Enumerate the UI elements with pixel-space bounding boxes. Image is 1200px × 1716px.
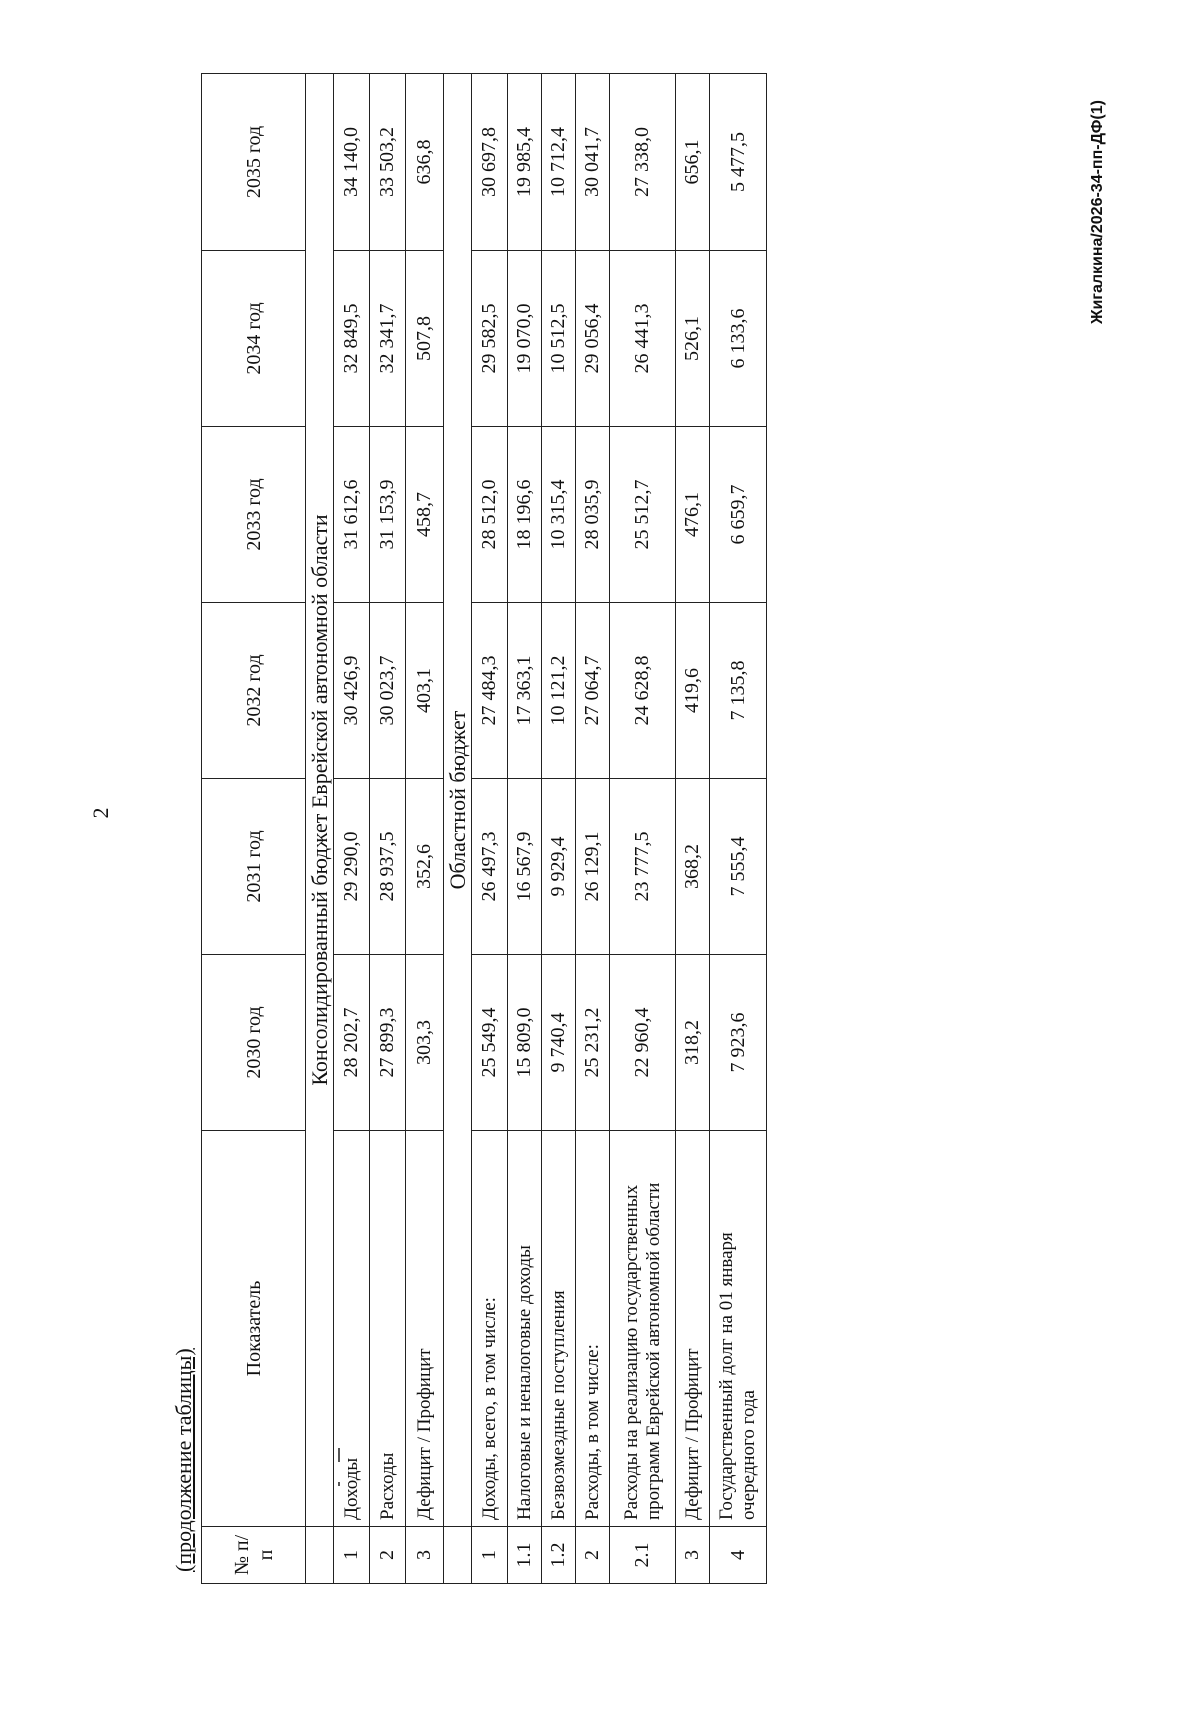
section-title: Консолидированный бюджет Еврейской автономной области xyxy=(306,74,334,1527)
table-row xyxy=(334,74,370,1584)
value-cell: 28 202,7 xyxy=(334,955,370,1131)
indicator-label: Безвозмездные поступления xyxy=(542,1131,576,1527)
value-cell: 32 341,7 xyxy=(370,251,406,427)
page-number: 2 xyxy=(88,807,113,819)
header-year: 2031 год xyxy=(202,779,306,955)
indicator-label: Дефицит / Профицит xyxy=(676,1131,710,1527)
value-cell: 26 129,1 xyxy=(576,779,610,955)
header-year: 2030 год xyxy=(202,955,306,1131)
header-year: 2032 год xyxy=(202,603,306,779)
value-cell: 26 497,3 xyxy=(472,779,508,955)
value-cell: 526,1 xyxy=(676,251,710,427)
header-year: 2035 год xyxy=(202,74,306,251)
row-number: 1.2 xyxy=(542,1527,576,1584)
value-cell: 636,8 xyxy=(406,74,444,251)
row-number: 1 xyxy=(472,1527,508,1584)
value-cell: 25 549,4 xyxy=(472,955,508,1131)
value-cell: 352,6 xyxy=(406,779,444,955)
value-cell: 458,7 xyxy=(406,427,444,603)
header-indicator: Показатель xyxy=(202,1131,306,1527)
value-cell: 403,1 xyxy=(406,603,444,779)
section-empty-cell xyxy=(444,1527,472,1584)
value-cell: 27 338,0 xyxy=(610,74,676,251)
value-cell: 5 477,5 xyxy=(710,74,767,251)
value-cell: 26 441,3 xyxy=(610,251,676,427)
value-cell: 10 512,5 xyxy=(542,251,576,427)
header-year: 2033 год xyxy=(202,427,306,603)
value-cell: 7 555,4 xyxy=(710,779,767,955)
value-cell: 24 628,8 xyxy=(610,603,676,779)
value-cell: 18 196,6 xyxy=(508,427,542,603)
value-cell: 25 231,2 xyxy=(576,955,610,1131)
row-number: 3 xyxy=(676,1527,710,1584)
value-cell: 28 937,5 xyxy=(370,779,406,955)
table-row xyxy=(710,74,767,1584)
value-cell: 9 929,4 xyxy=(542,779,576,955)
value-cell: 29 056,4 xyxy=(576,251,610,427)
table-row xyxy=(676,74,710,1584)
section-row xyxy=(306,74,334,1584)
value-cell: 32 849,5 xyxy=(334,251,370,427)
value-cell: 27 064,7 xyxy=(576,603,610,779)
row-number: 2 xyxy=(370,1527,406,1584)
document-code: Жигалкина/2026-34-пп-ДФ(1) xyxy=(1089,100,1106,324)
row-number: 2 xyxy=(576,1527,610,1584)
budget-table xyxy=(201,73,767,1584)
value-cell: 25 512,7 xyxy=(610,427,676,603)
row-number: 4 xyxy=(710,1527,767,1584)
header-number: № п/п xyxy=(202,1527,306,1584)
value-cell: 16 567,9 xyxy=(508,779,542,955)
value-cell: 656,1 xyxy=(676,74,710,251)
row-number: 1.1 xyxy=(508,1527,542,1584)
table-continuation-caption: (продолжение таблицы) xyxy=(171,1348,196,1572)
value-cell: 31 153,9 xyxy=(370,427,406,603)
rotated-table-block xyxy=(171,74,767,1584)
value-cell: 28 035,9 xyxy=(576,427,610,603)
value-cell: 318,2 xyxy=(676,955,710,1131)
value-cell: 17 363,1 xyxy=(508,603,542,779)
value-cell: 31 612,6 xyxy=(334,427,370,603)
value-cell: 10 315,4 xyxy=(542,427,576,603)
row-number: 1 xyxy=(334,1527,370,1584)
value-cell: 368,2 xyxy=(676,779,710,955)
indicator-label: Доходы, всего, в том числе: xyxy=(472,1131,508,1527)
section-empty-cell xyxy=(306,1527,334,1584)
value-cell: 10 712,4 xyxy=(542,74,576,251)
value-cell: 27 484,3 xyxy=(472,603,508,779)
value-cell: 7 135,8 xyxy=(710,603,767,779)
value-cell: 9 740,4 xyxy=(542,955,576,1131)
value-cell: 303,3 xyxy=(406,955,444,1131)
indicator-label: Дефицит / Профицит xyxy=(406,1131,444,1527)
indicator-label: Налоговые и неналоговые доходы xyxy=(508,1131,542,1527)
value-cell: 29 290,0 xyxy=(334,779,370,955)
indicator-label: Расходы, в том числе: xyxy=(576,1131,610,1527)
indicator-label: Доходы xyxy=(334,1131,370,1527)
value-cell: 30 023,7 xyxy=(370,603,406,779)
value-cell: 27 899,3 xyxy=(370,955,406,1131)
row-number: 2.1 xyxy=(610,1527,676,1584)
value-cell: 30 697,8 xyxy=(472,74,508,251)
row-number: 3 xyxy=(406,1527,444,1584)
value-cell: 6 659,7 xyxy=(710,427,767,603)
value-cell: 15 809,0 xyxy=(508,955,542,1131)
value-cell: 22 960,4 xyxy=(610,955,676,1131)
value-cell: 30 041,7 xyxy=(576,74,610,251)
section-row xyxy=(444,74,472,1584)
table-row xyxy=(610,74,676,1584)
section-title: Областной бюджет xyxy=(444,74,472,1527)
table-row xyxy=(576,74,610,1584)
value-cell: 419,6 xyxy=(676,603,710,779)
value-cell: 507,8 xyxy=(406,251,444,427)
indicator-label: Расходы xyxy=(370,1131,406,1527)
table-row xyxy=(472,74,508,1584)
table-row xyxy=(542,74,576,1584)
value-cell: 33 503,2 xyxy=(370,74,406,251)
value-cell: 19 070,0 xyxy=(508,251,542,427)
value-cell: 29 582,5 xyxy=(472,251,508,427)
header-year: 2034 год xyxy=(202,251,306,427)
value-cell: 30 426,9 xyxy=(334,603,370,779)
table-row xyxy=(508,74,542,1584)
indicator-label: Расходы на реализацию государственных программ Еврейской автономной области xyxy=(610,1131,676,1527)
table-row xyxy=(406,74,444,1584)
value-cell: 34 140,0 xyxy=(334,74,370,251)
value-cell: 6 133,6 xyxy=(710,251,767,427)
value-cell: 10 121,2 xyxy=(542,603,576,779)
value-cell: 476,1 xyxy=(676,427,710,603)
header-row xyxy=(202,74,306,1584)
value-cell: 7 923,6 xyxy=(710,955,767,1131)
table-row xyxy=(370,74,406,1584)
indicator-label: Государственный долг на 01 января очередного года xyxy=(710,1131,767,1527)
value-cell: 23 777,5 xyxy=(610,779,676,955)
value-cell: 28 512,0 xyxy=(472,427,508,603)
table-body xyxy=(306,74,767,1584)
value-cell: 19 985,4 xyxy=(508,74,542,251)
